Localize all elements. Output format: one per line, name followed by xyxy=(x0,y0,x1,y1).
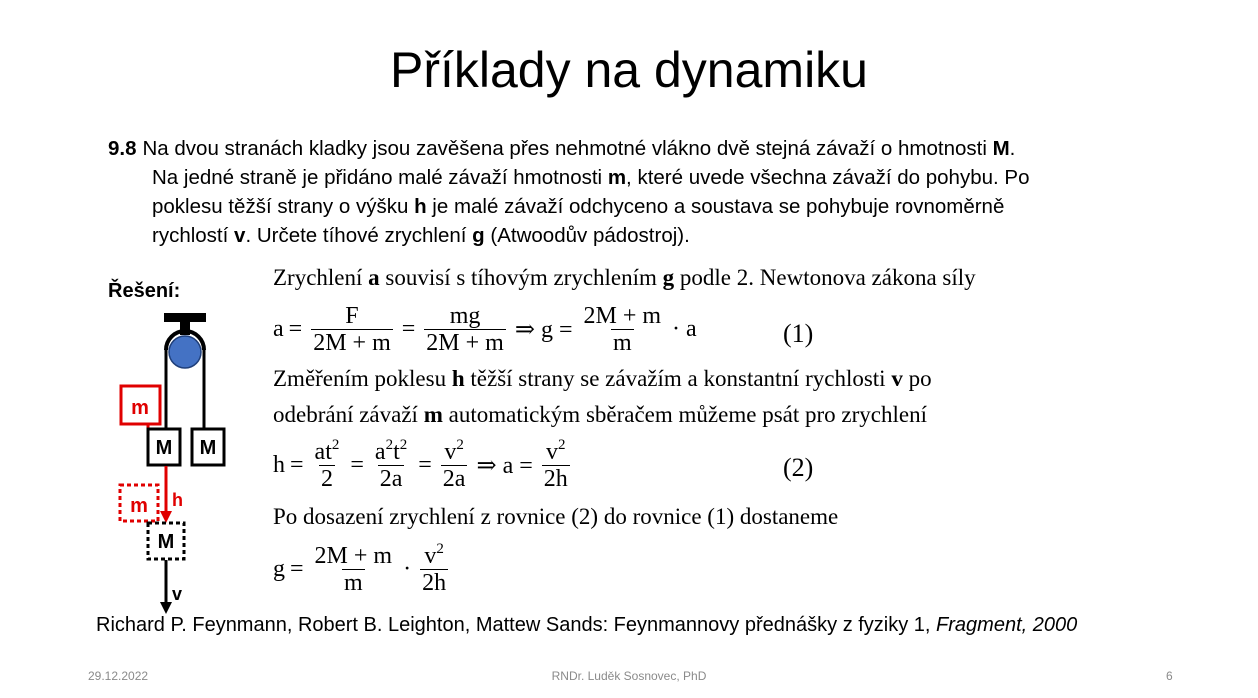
denominator: 2a xyxy=(442,466,466,492)
height-arrow-head xyxy=(160,511,172,523)
exponent: 2 xyxy=(436,541,444,557)
text-segment: do rovnice xyxy=(598,504,708,529)
eq2-fraction-2 xyxy=(373,437,409,492)
eq1-fraction-3 xyxy=(582,304,664,355)
problem-text: je malé závaží odchyceno a soustava se pohybuje rovnoměrně xyxy=(426,195,1005,218)
problem-text: . xyxy=(1009,137,1016,160)
numerator: F xyxy=(345,303,359,329)
denominator: 2 xyxy=(320,466,333,492)
numerator xyxy=(442,437,466,465)
equation-ref-1: (1) xyxy=(707,504,735,529)
symbol-v: v xyxy=(891,366,903,391)
problem-number: 9.8 xyxy=(108,137,137,160)
numerator-base: v xyxy=(444,439,457,465)
numerator-base: v xyxy=(546,439,558,465)
footer-author: RNDr. Luděk Sosnovec, PhD xyxy=(551,669,707,683)
equation-3 xyxy=(273,541,452,596)
text-segment: Zrychlení xyxy=(273,265,369,290)
symbol-h: h xyxy=(414,195,427,218)
exponent: 2 xyxy=(385,437,394,453)
pulley-wheel xyxy=(169,336,201,368)
text-segment: odebrání závaží xyxy=(273,402,424,427)
exponent: 2 xyxy=(399,437,408,453)
denominator: 2M + m xyxy=(426,330,504,356)
solution-text-2 xyxy=(273,366,932,392)
text-segment: Po dosazení zrychlení z rovnice xyxy=(273,504,572,529)
equation-ref-2: (2) xyxy=(571,504,599,529)
eq2-fraction-1 xyxy=(313,437,342,492)
problem-text: (Atwoodův pádostroj). xyxy=(484,224,690,247)
text-segment: automatickým sběračem můžeme psát pro zrychlení xyxy=(442,402,927,427)
denominator: m xyxy=(343,570,363,596)
eq2-equals: = xyxy=(350,452,364,478)
denominator: 2h xyxy=(543,466,568,492)
atwood-machine-diagram xyxy=(110,308,250,618)
problem-line-3 xyxy=(108,192,1168,221)
reference-publisher: Fragment, 2000 xyxy=(936,614,1078,636)
height-label: h xyxy=(172,490,183,510)
eq1-tail: · a xyxy=(672,316,697,342)
numerator: 2M + m xyxy=(583,303,662,329)
problem-text: Na jedné straně je přidáno malé závaží hmotnosti xyxy=(152,166,608,189)
numerator xyxy=(313,437,342,465)
eq2-lhs: h xyxy=(273,452,285,478)
solution-text-1 xyxy=(273,265,976,291)
eq3-fraction-2 xyxy=(420,541,448,596)
eq2-fraction-4 xyxy=(542,437,570,492)
eq3-lhs: g xyxy=(273,556,285,582)
symbol-h: h xyxy=(451,366,465,391)
small-mass-dashed-label: m xyxy=(130,495,148,517)
problem-line-4 xyxy=(108,221,1168,250)
eq1-implies: ⇒ g = xyxy=(514,317,573,343)
problem-text: rychlostí xyxy=(152,224,235,247)
exponent: 2 xyxy=(331,437,340,453)
problem-text: , které uvede všechna závaží do pohybu. Po xyxy=(626,166,1030,189)
small-mass-label: m xyxy=(131,397,149,419)
denominator: 2M + m xyxy=(313,330,391,356)
numerator: 2M + m xyxy=(314,543,393,569)
solution-text-4 xyxy=(273,504,838,530)
eq1-equals: = xyxy=(288,316,303,342)
mass-dashed-label: M xyxy=(157,531,175,553)
eq2-fraction-3 xyxy=(441,437,468,492)
symbol-m: m xyxy=(607,166,627,189)
symbol-M: M xyxy=(992,137,1010,160)
numerator-base: v xyxy=(424,543,437,569)
eq1-fraction-1 xyxy=(311,304,393,355)
pulley-mount-bar xyxy=(164,313,206,322)
symbol-m: m xyxy=(423,402,443,427)
numerator-base: a xyxy=(374,439,386,465)
eq2-implies: ⇒ a = xyxy=(476,453,533,479)
eq3-dot: · xyxy=(403,556,412,582)
eq1-fraction-2 xyxy=(424,304,506,355)
text-segment: dostaneme xyxy=(734,504,839,529)
equation-number-2: (2) xyxy=(783,453,814,482)
text-segment: těžší strany se závažím a konstantní rychlosti xyxy=(464,366,892,391)
numerator xyxy=(373,437,409,465)
slide-title: Příklady na dynamiku xyxy=(389,42,868,98)
symbol-a: a xyxy=(368,265,380,290)
numerator: mg xyxy=(449,303,481,329)
text-segment: po xyxy=(902,366,932,391)
mass-left-label: M xyxy=(155,437,173,459)
solution-label: Řešení: xyxy=(108,280,181,302)
text-segment: souvisí s tíhovým zrychlením xyxy=(379,265,663,290)
equation-1 xyxy=(273,304,702,355)
text-segment: Změřením poklesu xyxy=(273,366,452,391)
symbol-g: g xyxy=(472,224,485,247)
symbol-g: g xyxy=(662,265,675,290)
solution-text-3 xyxy=(273,402,927,428)
problem-text: . Určete tíhové zrychlení xyxy=(245,224,473,247)
velocity-label: v xyxy=(172,584,183,604)
problem-line-1 xyxy=(108,134,1168,163)
eq3-fraction-1 xyxy=(313,544,395,595)
numerator-base: at xyxy=(314,439,332,465)
numerator-base: t xyxy=(393,439,400,465)
exponent: 2 xyxy=(456,437,464,453)
symbol-v: v xyxy=(234,224,246,247)
denominator: 2a xyxy=(379,466,403,492)
denominator: m xyxy=(612,330,632,356)
eq2-equals: = xyxy=(290,452,304,478)
problem-text: poklesu těžší strany o výšku xyxy=(152,195,415,218)
footer-date: 29.12.2022 xyxy=(88,669,149,683)
footer-page-number: 6 xyxy=(1166,669,1173,683)
eq2-equals: = xyxy=(418,452,432,478)
problem-statement xyxy=(108,134,1168,250)
equation-2 xyxy=(273,437,574,492)
velocity-arrow-head xyxy=(160,602,172,614)
text-segment: podle 2. Newtonova zákona síly xyxy=(674,265,976,290)
reference-authors: Richard P. Feynmann, Robert B. Leighton, Mattew Sands: Feynmannovy přednášky z fyziky 1, xyxy=(96,614,937,636)
denominator: 2h xyxy=(422,570,447,596)
eq1-lhs: a xyxy=(273,316,284,342)
equation-number-1: (1) xyxy=(783,319,814,348)
problem-line-2 xyxy=(108,163,1168,192)
problem-text: Na dvou stranách kladky jsou zavěšena přes nehmotné vlákno dvě stejná závaží o hmotnosti xyxy=(142,137,993,160)
reference-citation xyxy=(96,614,1077,637)
numerator xyxy=(544,437,568,465)
exponent: 2 xyxy=(558,437,566,453)
numerator xyxy=(422,541,446,569)
eq1-equals: = xyxy=(401,316,416,342)
mass-right-label: M xyxy=(199,437,217,459)
eq3-equals: = xyxy=(290,556,304,582)
